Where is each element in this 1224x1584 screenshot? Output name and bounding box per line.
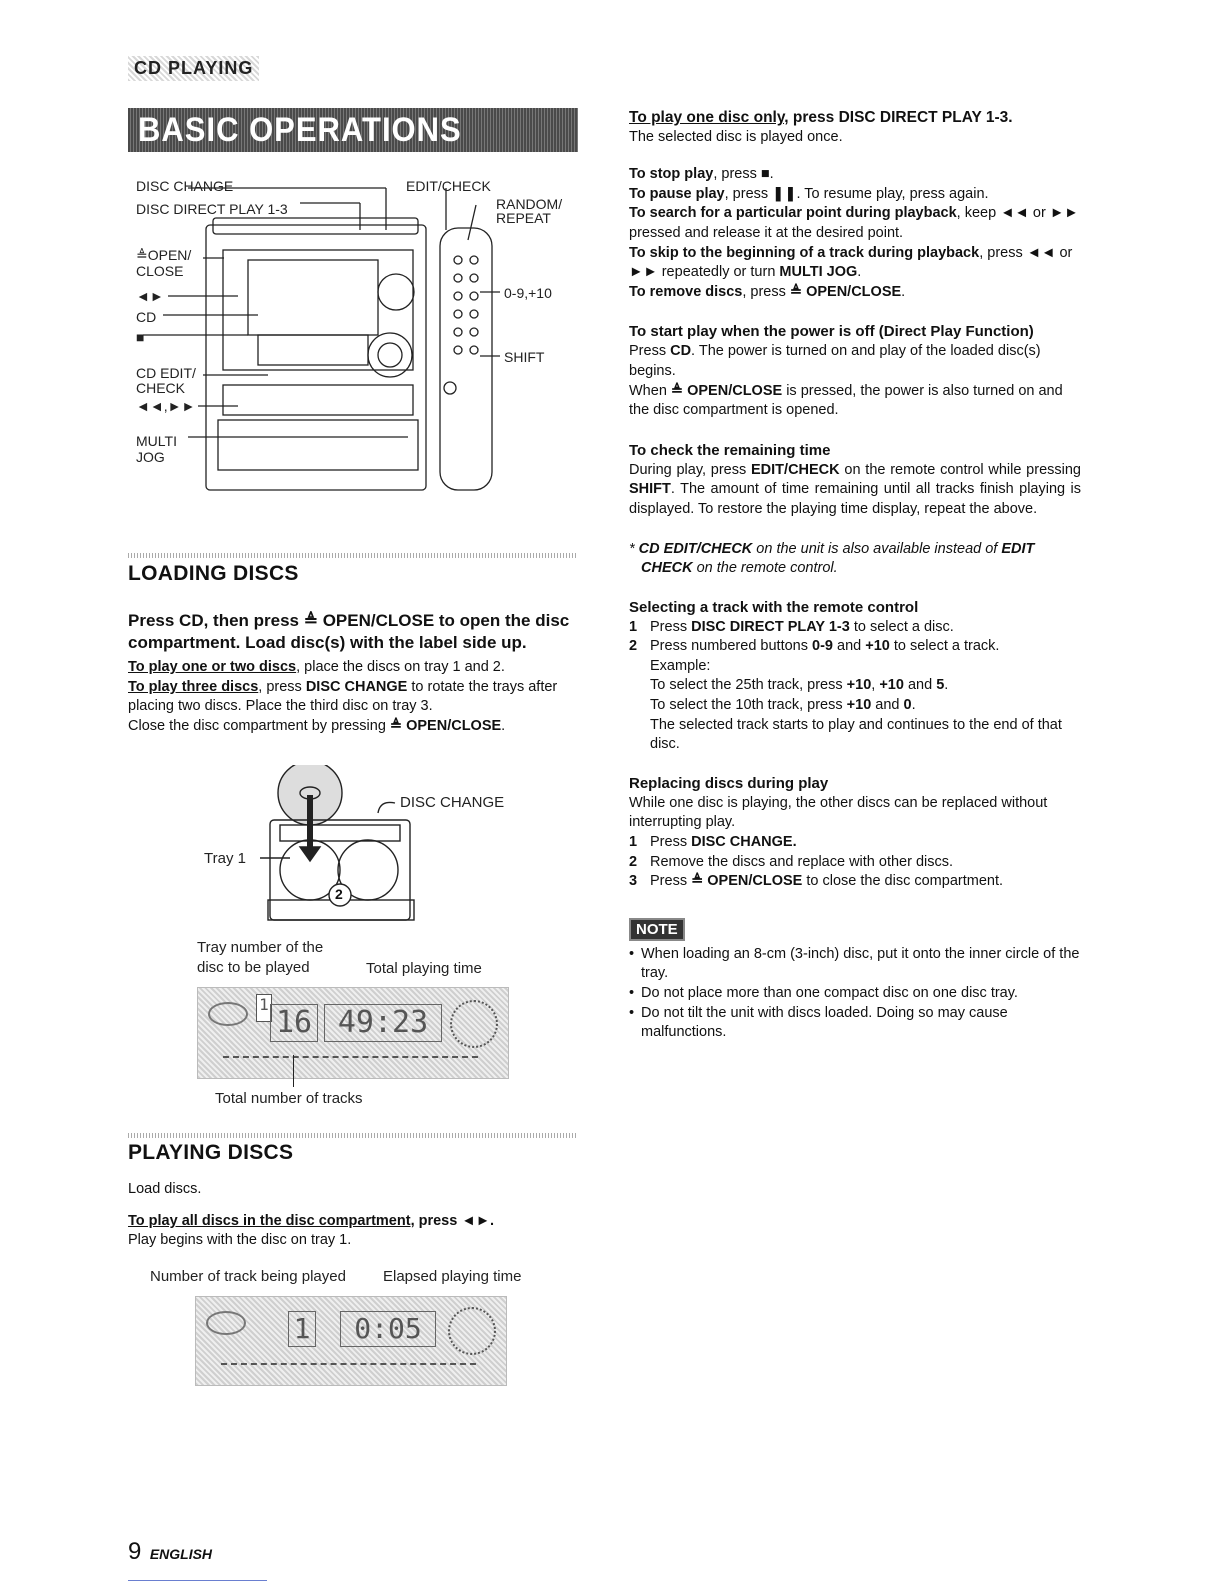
- lcd1-tray-digit: 1: [256, 994, 272, 1022]
- label-jog: JOG: [136, 449, 165, 465]
- replace-text: While one disc is playing, the other discs can be replaced without interrupting play.: [629, 794, 1048, 831]
- remaining-time-text: During play, press EDIT/CHECK on the remote control while pressing SHIFT. The amount of time remaining until all tracks finish playing is displayed. To restore the playing time display, repeat the above.: [629, 461, 1081, 517]
- disc-tray-illustration: [200, 765, 530, 925]
- tray-figure: [200, 765, 530, 925]
- label-close: CLOSE: [136, 263, 184, 279]
- disc-status-icon: [448, 1307, 496, 1355]
- lcd1-pointer-line: [293, 1055, 294, 1087]
- playing-p2: To play all discs in the disc compartment, press ◄►.: [128, 1212, 495, 1229]
- disc-icon: [206, 1311, 246, 1335]
- select-example-1: To select the 25th track, press +10, +10 and 5.: [650, 677, 949, 694]
- label-skip: ◄◄,►►: [136, 398, 196, 414]
- lcd2-label-track: Number of track being played: [150, 1268, 346, 1285]
- one-disc-text: The selected disc is played once.: [629, 128, 843, 145]
- note-badge: NOTE: [629, 918, 685, 941]
- note-item: • Do not tilt the unit with discs loaded. Doing so may cause malfunctions.: [629, 1004, 1081, 1043]
- footer-rule: [128, 1580, 267, 1581]
- disc-status-icon: [450, 1000, 498, 1048]
- direct-play-heading: To start play when the power is off (Direct Play Function): [629, 323, 1034, 341]
- label-numeric: 0-9,+10: [504, 285, 552, 301]
- select-track-steps: [629, 618, 1081, 755]
- loading-p1: To play one or two discs, place the discs on tray 1 and 2.: [128, 659, 505, 675]
- label-stop: ■: [136, 329, 145, 345]
- playing-p1: Load discs.: [128, 1181, 202, 1197]
- label-open: ≜OPEN/: [136, 247, 192, 263]
- select-example-3: The selected track starts to play and continues to the end of that disc.: [650, 716, 1062, 753]
- note-item: • Do not place more than one compact disc on one disc tray.: [629, 984, 1081, 1004]
- lcd1-track-count: 16: [270, 1004, 318, 1042]
- skip-text: To skip to the beginning of a track during playback, press ◄◄ or ►► repeatedly or turn MULTI JOG.: [629, 244, 1073, 281]
- select-track-heading: Selecting a track with the remote control: [629, 598, 919, 616]
- page-language: ENGLISH: [149, 1546, 213, 1562]
- select-example-2: To select the 10th track, press +10 and 0.: [650, 697, 916, 714]
- section-header: CD PLAYING: [128, 56, 259, 81]
- loading-p3: Close the disc compartment by pressing ≜ OPEN/CLOSE.: [128, 717, 506, 734]
- remove-text: To remove discs, press ≜ OPEN/CLOSE.: [629, 283, 906, 300]
- fig-tray-number: 2: [335, 886, 343, 902]
- device-diagram: [128, 170, 588, 500]
- lcd2-track-number: 1: [288, 1311, 316, 1347]
- label-disc-change: DISC CHANGE: [136, 178, 234, 194]
- page-number: 9: [128, 1538, 142, 1565]
- playing-discs-title: PLAYING DISCS: [128, 1141, 294, 1164]
- lcd2-track-bar: [221, 1363, 476, 1365]
- note-item: • When loading an 8-cm (3-inch) disc, put it onto the inner circle of the tray.: [629, 945, 1081, 984]
- lcd-display-elapsed: [195, 1296, 507, 1386]
- lcd1-total-time: 49:23: [324, 1004, 442, 1042]
- section-divider: [128, 553, 578, 558]
- replace-step-2: 2 Remove the discs and replace with other discs.: [629, 853, 954, 870]
- label-repeat: REPEAT: [496, 210, 551, 226]
- label-random: RANDOM/: [496, 196, 563, 212]
- lcd1-label-played: disc to be played: [197, 959, 310, 976]
- loading-lead: Press CD, then press ≜ OPEN/CLOSE to open the disc compartment. Load disc(s) with the label side up.: [128, 611, 570, 652]
- disc-icon: [208, 1002, 248, 1026]
- page-footer: [128, 1538, 212, 1566]
- playing-p3: Play begins with the disc on tray 1.: [128, 1232, 352, 1249]
- label-cd-edit: CD EDIT/: [136, 365, 196, 381]
- page-banner: [128, 108, 578, 152]
- label-multi: MULTI: [136, 433, 177, 449]
- label-edit-check: EDIT/CHECK: [406, 178, 491, 194]
- section-divider: [128, 1133, 578, 1138]
- banner-title: BASIC OPERATIONS: [138, 110, 462, 149]
- replace-steps: [629, 833, 1081, 892]
- replace-step-1: 1 Press DISC CHANGE.: [629, 834, 797, 851]
- label-shift: SHIFT: [504, 349, 545, 365]
- select-example: Example:: [650, 657, 711, 674]
- select-step-2: 2 Press numbered buttons 0-9 and +10 to select a track.: [629, 638, 1000, 655]
- lcd1-track-bar: [223, 1056, 478, 1058]
- fig-tray-label: Tray 1: [204, 850, 246, 867]
- footnote: * CD EDIT/CHECK on the unit is also available instead of EDIT CHECK on the remote control.: [629, 540, 1035, 577]
- lcd1-label-total-time: Total playing time: [366, 960, 482, 977]
- search-text: To search for a particular point during playback, keep ◄◄ or ►► pressed and release it at the desired point.: [629, 205, 1079, 241]
- remaining-time-heading: To check the remaining time: [629, 441, 831, 459]
- label-play: ◄►: [136, 288, 164, 304]
- label-cd: CD: [136, 309, 157, 325]
- lcd1-label-tray: Tray number of the: [197, 939, 324, 956]
- loading-discs-title: LOADING DISCS: [128, 562, 299, 585]
- lcd1-label-total-tracks: Total number of tracks: [215, 1090, 363, 1107]
- lcd2-label-elapsed: Elapsed playing time: [383, 1268, 522, 1285]
- label-check: CHECK: [136, 380, 186, 396]
- direct-play-p2: When ≜ OPEN/CLOSE is pressed, the power is also turned on and the disc compartment is opened.: [629, 382, 1063, 419]
- stop-text: To stop play, press ■.: [629, 166, 774, 183]
- loading-p2: To play three discs, press DISC CHANGE to rotate the trays after placing two discs. Place the third disc on tray 3.: [128, 678, 558, 715]
- one-disc-heading: To play one disc only, press DISC DIRECT PLAY 1-3.: [629, 109, 1013, 126]
- label-disc-direct-play: DISC DIRECT PLAY 1-3: [136, 201, 288, 217]
- fig-disc-change-label: DISC CHANGE: [400, 794, 505, 811]
- direct-play-p1: Press CD. The power is turned on and play of the loaded disc(s) begins.: [629, 343, 1041, 379]
- notes-list: [629, 945, 1081, 1043]
- lcd-display-total: [197, 987, 509, 1079]
- replace-step-3: 3 Press ≜ OPEN/CLOSE to close the disc compartment.: [629, 873, 1004, 890]
- select-step-1: 1 Press DISC DIRECT PLAY 1-3 to select a disc.: [629, 618, 954, 635]
- lcd2-elapsed-time: 0:05: [340, 1311, 436, 1347]
- replace-heading: Replacing discs during play: [629, 774, 829, 792]
- pause-text: To pause play, press ❚❚. To resume play, press again.: [629, 185, 989, 202]
